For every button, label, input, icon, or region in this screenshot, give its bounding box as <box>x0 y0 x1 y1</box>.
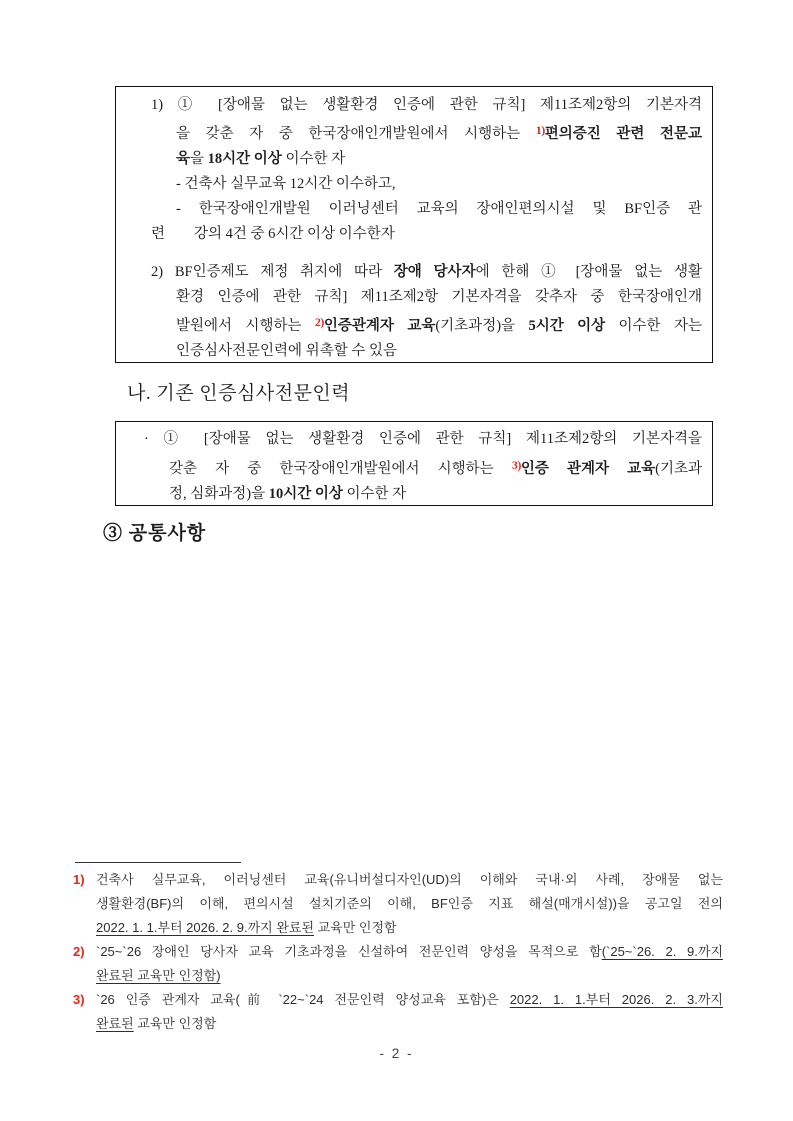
subsection-heading-existing-personnel: 나. 기존 인증심사전문인력 <box>127 383 351 404</box>
footnote-3 <box>73 988 723 1036</box>
text-segment: 생활환경(BF)의 이해, 편의시설 설치기준의 이해, BF인증 지표 해설(매개시설))을 공고일 전의 <box>96 896 723 911</box>
text-segment: 을 갖춘 자 중 한국장애인개발원에서 시행하는 <box>176 126 536 142</box>
text-line <box>96 868 723 892</box>
text-segment: 2) BF인증제도 제정 취지에 따라 <box>151 264 394 280</box>
text-line <box>96 988 723 1012</box>
text-line <box>96 892 723 916</box>
text-segment: 이수한 자 <box>342 486 407 502</box>
text-segment: 교육만 인정함 <box>133 1016 217 1031</box>
footnote-1 <box>73 868 723 940</box>
footnote-text <box>96 988 723 1036</box>
text-segment: 18시간 이상 <box>207 151 282 167</box>
text-line <box>128 147 702 172</box>
text-segment: 인증 관계자 교육 <box>520 460 656 477</box>
text-segment: (기초과 <box>655 460 702 477</box>
text-segment: 완료된 교육만 인정함) <box>96 968 221 983</box>
text-line <box>128 118 702 147</box>
text-segment: 갖춘 자 중 한국장애인개발원에서 시행하는 <box>169 460 512 477</box>
text-line <box>128 482 702 506</box>
footnote-reference-marker: 1) <box>535 123 545 137</box>
text-segment: 에 한해 ① [장애물 없는 생활 <box>475 264 702 280</box>
text-segment: 완료된 <box>96 1016 134 1031</box>
text-line <box>128 427 702 453</box>
footnote-text <box>96 940 723 988</box>
text-segment: 10시간 이상 <box>268 486 343 502</box>
text-line <box>96 916 723 940</box>
text-segment: 정, 심화과정)을 <box>169 486 269 502</box>
footnote-number: 2) <box>73 944 85 959</box>
text-line <box>128 453 702 483</box>
text-segment: 이수한 자 <box>281 151 346 167</box>
text-segment: 발원에서 시행하는 <box>176 318 315 334</box>
footnote-2 <box>73 940 723 988</box>
text-segment: 2022. 1. 1.부터 2026. 2. 9.까지 완료된 <box>96 920 315 935</box>
text-line <box>128 197 702 222</box>
text-segment: 육 <box>176 151 191 167</box>
text-segment: 이수한 자는 <box>605 318 702 334</box>
page-number: - 2 - <box>379 1046 414 1061</box>
text-segment: 편의증진 관련 전문교 <box>544 126 702 142</box>
text-segment: 1) ① [장애물 없는 생활환경 인증에 관한 규칙] 제11조제2항의 기본자격 <box>151 97 702 113</box>
text-segment: 건축사 실무교육, 이러닝센터 교육(유니버설디자인(UD)의 이해와 국내·외 사례, 장애물 없는 <box>96 872 723 887</box>
text-segment: 2022. 1. 1.부터 2026. 2. 3.까지 <box>509 992 723 1007</box>
text-segment: - 한국장애인개발원 이러닝센터 교육의 장애인편의시설 및 BF인증 관 <box>176 201 702 217</box>
footnote-text <box>96 868 723 940</box>
footnote-number: 3) <box>73 992 85 1007</box>
text-line <box>128 260 702 285</box>
requirements-box-new-personnel <box>115 86 713 363</box>
text-segment: - 건축사 실무교육 12시간 이수하고, <box>176 176 396 192</box>
requirements-box-existing-personnel <box>115 421 713 506</box>
text-segment: 교육만 인정함 <box>314 920 397 935</box>
text-line <box>128 285 702 310</box>
text-line <box>128 222 702 247</box>
text-line <box>96 940 723 964</box>
text-segment: 인증관계자 교육 <box>323 318 436 334</box>
text-segment: · ① [장애물 없는 생활환경 인증에 관한 규칙] 제11조제2항의 기본자격을 <box>144 431 702 447</box>
footnote-reference-marker: 2) <box>314 315 324 329</box>
text-line <box>128 310 702 339</box>
text-line <box>128 93 702 118</box>
text-line <box>96 1012 723 1036</box>
section-heading-common: ③ 공통사항 <box>103 523 207 544</box>
text-segment: 환경 인증에 관한 규칙] 제11조제2항 기본자격을 갖추자 중 한국장애인개 <box>176 289 702 305</box>
footnote-number: 1) <box>73 872 85 887</box>
text-segment: 을 <box>190 151 208 167</box>
text-segment: 련 강의 4건 중 6시간 이상 이수한자 <box>151 226 395 242</box>
footnote-divider <box>75 862 241 863</box>
text-segment: 장애 당사자 <box>393 264 476 280</box>
footnote-area <box>73 868 723 1036</box>
text-segment: (`25~`26. 2. 9.까지 <box>601 944 724 959</box>
text-segment: `25~`26 장애인 당사자 교육 기초과정을 신설하여 전문인력 양성을 목적으로 함 <box>96 944 602 959</box>
footnote-reference-marker: 3) <box>511 457 521 472</box>
text-segment: `26 인증 관계자 교육(前 `22~`24 전문인력 양성교육 포함)은 <box>96 992 510 1007</box>
text-line <box>96 964 723 988</box>
text-segment: 인증심사전문인력에 위촉할 수 있음 <box>176 343 397 359</box>
text-segment: (기초과정)을 <box>435 318 529 334</box>
text-segment: 5시간 이상 <box>528 318 606 334</box>
text-line <box>128 172 702 197</box>
text-line <box>128 339 702 363</box>
